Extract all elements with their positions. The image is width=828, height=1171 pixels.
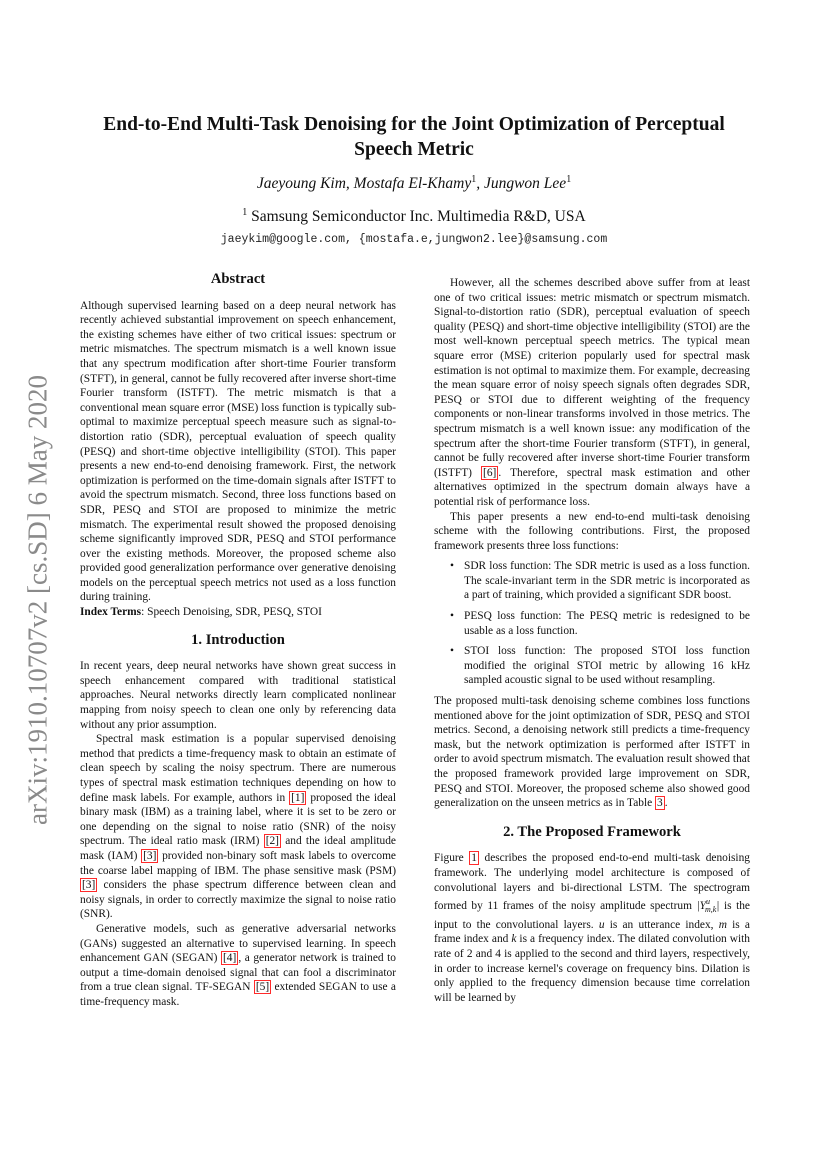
- title-line-2: Speech Metric: [354, 139, 474, 160]
- arxiv-sidebar: [16, 360, 60, 840]
- citation-link-1[interactable]: [1]: [291, 791, 305, 804]
- right-paragraph-2: This paper presents a new end-to-end multi-task denoising scheme with the following contributions. First, the proposed framework presents three loss functions:: [434, 510, 750, 552]
- intro-paragraph-3: [80, 922, 396, 1010]
- var-u: u: [598, 918, 605, 931]
- intro-p2-text-d: provided non-binary soft mask labels to overcome the coarse label mapping of IBM. The phase sensitive mask (PSM): [80, 849, 396, 877]
- author-list: [80, 174, 748, 193]
- right-column: [434, 276, 750, 1005]
- index-terms: [80, 605, 396, 620]
- framework-text-d: is a frame index and: [434, 918, 750, 946]
- table-link-3[interactable]: 3: [657, 797, 663, 810]
- citation-link-3[interactable]: [3]: [143, 849, 157, 862]
- framework-text-figure: Figure: [434, 852, 470, 865]
- intro-p2-text-a: Spectral mask estimation is a popular supervised denoising method that predicts a time-frequency mask to obtain an estimate of clean speech by scaling the noisy spectrum. There are numerous types of spectral mask estimation techniques depending on how to define mask labels. For example, authors in: [80, 733, 396, 804]
- intro-p2-text-c: and the ideal amplitude mask (IAM): [80, 835, 396, 862]
- right-p1-text-a: However, all the schemes described above suffer from at least one of two critical issues: metric mismatch or spectrum mismatch. Signal-to-distortion ratio (SDR), perceptual evaluation of speech quality (PESQ) and short-time objective intelligibility (STOI) are the most well-known perceptual speech metrics. The typical mean square error (MSE) criterion popularly used for spectral mask estimation is not optimal to maximize them. For example, decreasing the mean square error of noisy speech signals often degrades SDR, PESQ or STOI due to different weighting of the frequency components or non-linear transforms involved in those metrics. The spectrum mismatch is a well known issue: any modification of the spectrum after the short-time Fourier transform (STFT), in general, cannot be fully recovered after inverse short-time Fourier transform (ISTFT): [434, 277, 750, 479]
- math-bar: |: [716, 899, 720, 912]
- title-line-1: End-to-End Multi-Task Denoising for the Joint Optimization of Perceptual: [103, 114, 725, 135]
- abstract-heading: Abstract: [210, 271, 266, 287]
- intro-paragraph-1: In recent years, deep neural networks have shown great success in speech enhancement compared with traditional statistical approaches. Neural networks directly learn complicated nonlinear mapping from noisy speech to clean one only by referencing data without any prior assumption.: [80, 660, 396, 731]
- right-paragraph-1: [434, 276, 750, 510]
- index-terms-label: Index Terms: [80, 606, 142, 619]
- contribution-item-stoi: • STOI loss function: The proposed STOI loss function modified the original STOI metric by allowing 16 kHz sampled acoustic signal to be used without resampling.: [454, 644, 750, 688]
- paper-title: [80, 112, 748, 162]
- index-terms-text: : Speech Denoising, SDR, PESQ, STOI: [141, 606, 322, 619]
- author-names-2: , Jungwon Lee: [476, 175, 567, 193]
- framework-text-c: is an utterance index,: [604, 918, 719, 931]
- right-p1-text-b: . Therefore, spectral mask estimation and other alternatives optimized in the spectrum domain always have a potential risk of performance loss.: [434, 466, 750, 508]
- author-affil-mark-2: 1: [566, 174, 572, 185]
- intro-p2-text-e: considers the phase spectrum difference between clean and noisy signals, in order to correctly maximize the signal to noise ratio (SNR).: [80, 879, 396, 921]
- intro-p3-text-a: Generative models, such as generative adversarial networks (GANs) suggested an alternative to supervised learning. In speech enhancement GAN (SEGAN): [80, 922, 396, 965]
- figure-link-1[interactable]: 1: [471, 852, 477, 865]
- right-p3-text-b: .: [664, 797, 668, 810]
- citation-link-2[interactable]: [2]: [265, 835, 279, 848]
- math-sub-mk: m,k: [704, 905, 717, 915]
- framework-paragraph-1: [434, 851, 750, 1005]
- intro-p3-text-c: extended SEGAN to use a time-frequency mask.: [80, 981, 396, 1008]
- var-k: k: [511, 933, 517, 946]
- left-column: [80, 272, 396, 1010]
- contribution-list: [434, 559, 750, 688]
- intro-p2-text-b: proposed the ideal binary mask (IBM) as a training label, where it is set to be zero or one depending on the signal to noise ratio (SNR) of the noisy spectrum. The ideal ratio mask (IRM): [80, 791, 396, 848]
- arxiv-identifier: arXiv:1910.10707v2 [cs.SD] 6 May 2020: [22, 375, 53, 825]
- intro-p3-text-b: , a generator network is trained to output a time-domain denoised signal that can fool a discriminator from a true clean signal. TF-SEGAN: [80, 952, 396, 994]
- citation-link-5[interactable]: [5]: [255, 981, 270, 994]
- framework-text-e: is a frequency index. The dilated convolution with rate of 2 and 4 is applied to the second and third layers, respectively, in order to increase kernel's coverage on frequency bins. Dilation is only applied to the frequency dimension because time correlation will be learned by: [434, 933, 750, 1004]
- math-amplitude-spectrum: [696, 897, 720, 915]
- affiliation: [80, 207, 748, 226]
- citation-link-6[interactable]: [6]: [483, 466, 497, 479]
- introduction-heading: 1. Introduction: [191, 631, 285, 648]
- contribution-item-sdr: • SDR loss function: The SDR metric is used as a loss function. The scale-invariant term in the SDR metric is incorporated as a part of training, which provided a significant SDR boost.: [454, 559, 750, 603]
- right-p3-text-a: The proposed multi-task denoising scheme combines loss functions mentioned above for the joint optimization of SDR, PESQ and STOI metrics. Second, a denoising network still predicts a time-frequency mask, but the network optimization is performed after ISTFT in order to avoid spectrum mismatch. The evaluation result showed that the proposed framework provided large improvement on SDR, PESQ and STOI. Moreover, the proposed scheme also showed good generalization on the unseen metrics as in Table: [434, 695, 750, 810]
- citation-link-3b[interactable]: [3]: [82, 879, 96, 892]
- var-m: m: [718, 918, 727, 931]
- author-names-1: Jaeyoung Kim, Mostafa El-Khamy: [256, 175, 472, 193]
- framework-heading: 2. The Proposed Framework: [503, 823, 681, 840]
- contribution-item-pesq: • PESQ loss function: The PESQ metric is redesigned to be usable as a loss function.: [454, 609, 750, 638]
- framework-text-a: describes the proposed end-to-end multi-task denoising framework. The underlying model architecture is composed of convolutional layers and bi-directional LSTM. The spectrogram formed by 11 frames of the noisy amplitude spectrum: [434, 852, 750, 912]
- citation-link-4[interactable]: [4]: [223, 952, 237, 965]
- math-sup-u: u: [705, 897, 710, 907]
- abstract-body: Although supervised learning based on a deep neural network has recently achieved substantial improvement on speech enhancement, the existing schemes have either of two critical issues: spectrum or metric mismatches. The spectrum mismatch is a well known issue that any spectrum modification after short-time Fourier transform (STFT), in general, cannot be fully recovered after inverse short-time Fourier transform (ISTFT). The metric mismatch is that a conventional mean square error (MSE) loss function is typically sub-optimal to maximize perceptual speech measure such as signal-to-distortion ratio (SDR), perceptual evaluation of speech quality (PESQ) and short-time objective intelligibility (STOI). This paper presents a new end-to-end denoising framework. First, the network optimization is performed on the time-domain signals after ISTFT to avoid the spectrum mismatch. Second, three loss functions based on SDR, PESQ and STOI are proposed to minimize the metric mismatch. The experimental result showed the proposed denoising scheme significantly improved SDR, PESQ and STOI performance over the existing methods. Moreover, the proposed scheme also provided good generalization performance over generative denoising models on the perceptual speech metrics not used as a loss function during training.: [80, 299, 396, 604]
- author-affil-mark-1: 1: [471, 174, 477, 185]
- framework-text-b: is the input to the convolutional layers.: [434, 899, 750, 931]
- right-paragraph-3: [434, 694, 750, 811]
- affiliation-mark: 1: [242, 207, 248, 218]
- affiliation-text: Samsung Semiconductor Inc. Multimedia R&D, USA: [247, 208, 586, 226]
- math-Y: |Y: [696, 899, 706, 912]
- intro-paragraph-2: [80, 732, 396, 922]
- author-emails: jaeykim@google.com, {mostafa.e,jungwon2.lee}@samsung.com: [220, 233, 608, 246]
